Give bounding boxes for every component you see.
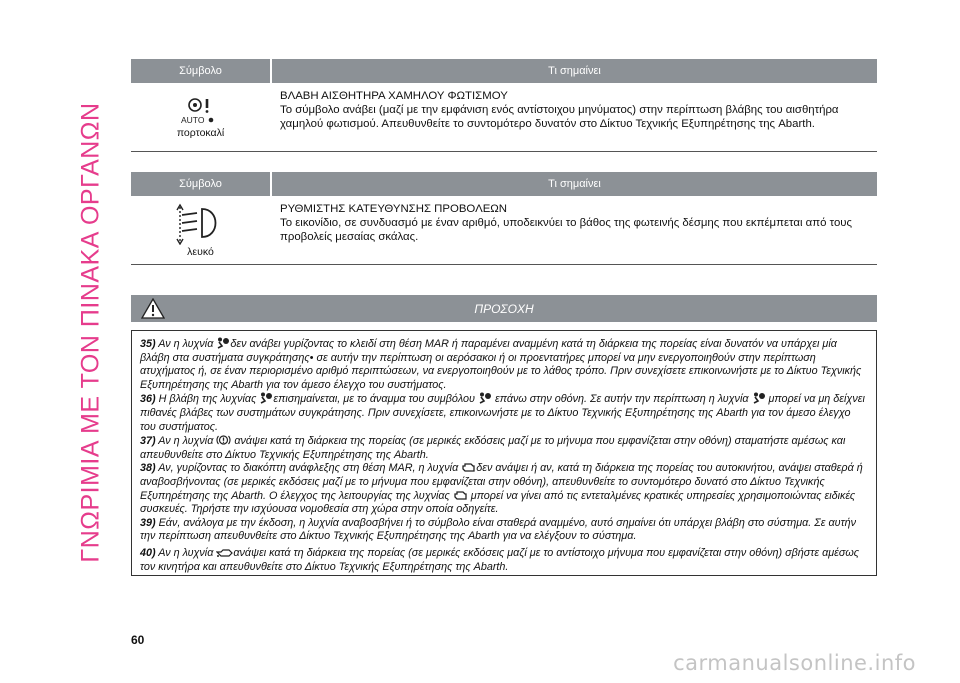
warning-title: ΠΡΟΣΟΧΗ [474, 301, 534, 316]
page-number: 60 [131, 633, 145, 647]
airbag-icon [752, 392, 766, 404]
header-symbol: Σύμβολο [131, 59, 272, 83]
note-38: 38) Αν, γυρίζοντας το διακόπτη ανάφλεξης στη θέση MAR, η λυχνία δεν ανάψει ή αν, κατά τη διάρκεια της πορείας του αυτοκινήτου, ανάψει σταθερά ή αναβοσβήνοντας (σε μερικές εκδόσεις μαζί με το μήνυμα που εμφανίζεται στην οθόνη), απευθυνθείτε το συντομότερο δυνατό στο Δίκτυο Τεχνικής Εξυπηρέτησης της Abarth. Ο έλεγχος της λειτουργίας της λυχνίας μπορεί να γίνει από τις εντεταλμένες κρατικές υπηρεσίες χρησιμοποιώντας ειδικές συσκευές. Τηρήστε την ισχύουσα νομοθεσία στη χώρα στην οποία οδηγείτε. [140, 462, 863, 516]
note-37: 37) Αν η λυχνία ανάψει κατά τη διάρκεια της πορείας (σε μερικές εκδόσεις μαζί με το μήνυμα που εμφανίζεται στην οθόνη) σταματήστε αμέσως και απευθυνθείτε στο Δίκτυο Τεχνικής Εξυπηρέτησης της Abarth. [140, 435, 846, 461]
meaning-title: ΡΥΘΜΙΣΤΗΣ ΚΑΤΕΥΘΥΝΣΗΣ ΠΡΟΒΟΛΕΩΝ [280, 203, 508, 215]
airbag-icon [216, 337, 230, 349]
icon-text: AUTO [180, 114, 204, 125]
meaning-text: Το σύμβολο ανάβει (μαζί με την εμφάνιση ενός αντίστοιχου μηνύματος) στην περίπτωση βλάβης του αισθητήρα χαμηλού φωτισμού. Απευθυνθείτε το συντομότερο δυνατόν στο Δίκτυο Τεχνικής Εξυπηρέτησης της Abarth. [280, 104, 839, 130]
header-symbol: Σύμβολο [131, 172, 272, 196]
table-header [131, 59, 877, 83]
airbag-icon [478, 392, 492, 404]
table-header [131, 172, 877, 196]
icon-color-label: λευκό [187, 245, 214, 258]
engine-brake-icon [216, 434, 231, 446]
note-36: 36) Η βλάβη της λυχνίας επισημαίνεται, με το άναμμα του συμβόλου επάνω στην οθόνη. Σε αυτήν την περίπτωση η λυχνία μπορεί να μη δείχνει πιθανές βλάβες των συστημάτων συγκράτησης. Πριν συνεχίσετε, επικοινωνήστε με το Δίκτυο Τεχνικής Εξυπηρέτησης της Abarth για τον άμεσο έλεγχο του συστήματος. [140, 393, 865, 433]
note-35: 35) Αν η λυχνία δεν ανάβει γυρίζοντας το κλειδί στη θέση MAR ή παραμένει αναμμένη κατά τη διάρκεια της πορείας είναι δυνατόν να υπάρχει μία βλάβη στα συστήματα συγκράτησης• σε αυτήν την περίπτωση οι αερόσακοι ή οι προεντατήρες μπορεί να μην ενεργοποιηθούν στην περίπτωση ατυχήματος ή, σε έναν περιορισμένο αριθμό περιπτώσεων, να ενεργοποιηθούν με το λάθος τρόπο. Πριν συνεχίσετε επικοινωνήστε με το Δίκτυο Τεχνικής Εξυπηρέτησης της Abarth για τον άμεσο έλεγχο του συστήματος. [140, 338, 862, 391]
icon-color-label: πορτοκαλί [176, 126, 225, 139]
note-40: 40) Αν η λυχνία ανάψει κατά τη διάρκεια της πορείας (σε μερικές εκδόσεις μαζί με το αντίστοιχο μήνυμα που εμφανίζεται στην οθόνη) σβήστε αμέσως τον κινητήρα και απευθυνθείτε στο Δίκτυο Τεχνικής Εξυπηρέτησης της Abarth. [140, 546, 860, 573]
header-meaning: Τι σημαίνει [548, 178, 601, 190]
symbol-table-2 [131, 172, 877, 265]
watermark: carmanualsonline.info [673, 651, 916, 675]
headlight-leveling-icon [176, 203, 226, 245]
table-row [131, 196, 877, 265]
warning-box [131, 330, 877, 576]
emission-control-icon [453, 490, 468, 501]
note-39: 39) Εάν, ανάλογα με την έκδοση, η λυχνία αναβοσβήνει ή το σύμβολο είναι σταθερά αναμμένο, αυτό σημαίνει ότι υπάρχει βλάβη στο σύστημα. Σε αυτήν την περίπτωση απευθυνθείτε στο Δίκτυο Τεχνικής Εξυπηρέτησης της Abarth για να ελέγξουν το σύστημα. [140, 516, 857, 543]
meaning-title: ΒΛΑΒΗ ΑΙΣΘΗΤΗΡΑ ΧΑΜΗΛΟΥ ΦΩΤΙΣΜΟΥ [280, 90, 508, 102]
symbol-table-1 [131, 59, 877, 152]
header-meaning: Τι σημαίνει [548, 65, 601, 77]
symbol-cell [131, 83, 270, 151]
oil-pressure-icon [216, 548, 233, 558]
meaning-text: Το εικονίδιο, σε συνδυασμό με έναν αριθμό, υποδεικνύει το βάθος της φωτεινής δέσμης που εκπέμπεται από τους προβολείς μεσαίας σκάλας. [280, 217, 853, 243]
emission-control-icon [461, 462, 476, 473]
side-title: ΓΝΩΡΙΜΙΑ ΜΕ ΤΟΝ ΠΙΝΑΚΑ ΟΡΓΑΝΩΝ [76, 101, 105, 563]
meaning-cell [270, 196, 877, 264]
symbol-cell [131, 196, 270, 264]
auto-headlight-sensor-warning-icon [178, 96, 224, 126]
warning-header [131, 295, 877, 322]
meaning-cell [270, 83, 877, 151]
airbag-icon [259, 392, 273, 404]
table-row [131, 83, 877, 152]
warning-triangle-icon [141, 298, 165, 319]
